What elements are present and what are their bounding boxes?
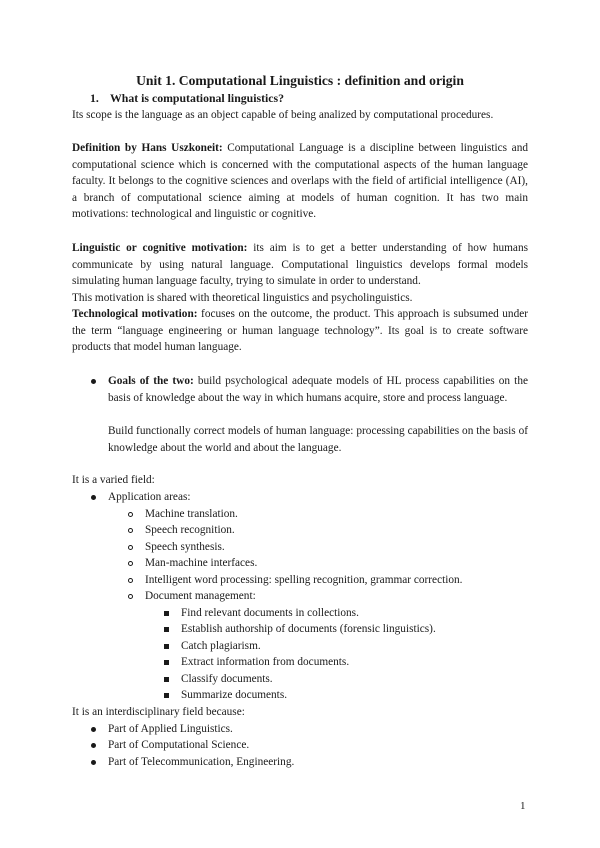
- list-item: Summarize documents.: [181, 689, 288, 701]
- list-item: Extract information from documents.: [181, 656, 350, 668]
- technological-motivation-label: Technological motivation:: [72, 308, 198, 320]
- circle-bullet-icon: [128, 572, 133, 589]
- interdisciplinary-line: It is an interdisciplinary field because:: [72, 706, 245, 718]
- square-bullet-icon: [164, 621, 169, 638]
- square-bullet-icon: [164, 605, 169, 622]
- definition-label: Definition by Hans Uszkoneit:: [72, 142, 223, 154]
- goals-paragraph-2: Build functionally correct models of human language: processing capabilities on the basis of knowledge about the world and about the language.: [108, 425, 528, 454]
- list-item: Part of Applied Linguistics.: [108, 723, 233, 735]
- list-item: Document management:: [145, 590, 256, 602]
- square-bullet-icon: [164, 671, 169, 688]
- bullet-icon: [91, 754, 96, 771]
- list-item: Catch plagiarism.: [181, 640, 261, 652]
- circle-bullet-icon: [128, 555, 133, 572]
- shared-motivation-line: This motivation is shared with theoretical linguistics and psycholinguistics.: [72, 292, 413, 304]
- list-item: Intelligent word processing: spelling recognition, grammar correction.: [145, 574, 463, 586]
- list-item: Establish authorship of documents (forensic linguistics).: [181, 623, 436, 635]
- page-title: Unit 1. Computational Linguistics : definition and origin: [136, 73, 464, 88]
- list-item: Classify documents.: [181, 673, 273, 685]
- circle-bullet-icon: [128, 539, 133, 556]
- section-heading-text: What is computational linguistics?: [110, 91, 285, 105]
- technological-motivation-paragraph: [72, 306, 528, 356]
- list-item: Machine translation.: [145, 508, 238, 520]
- bullet-icon: [91, 373, 96, 390]
- circle-bullet-icon: [128, 522, 133, 539]
- goals-label: Goals of the two:: [108, 375, 194, 387]
- page-number: 1: [520, 800, 526, 812]
- square-bullet-icon: [164, 638, 169, 655]
- bullet-icon: [91, 489, 96, 506]
- list-item: Part of Computational Science.: [108, 739, 250, 751]
- goals-text-1: build psychological adequate models of HL process capabilities on the basis of knowledge about the way in which humans acquire, store and process language.: [108, 375, 528, 404]
- scope-paragraph: Its scope is the language as an object capable of being analized by computational procedures.: [72, 109, 494, 121]
- definition-paragraph: [72, 140, 528, 223]
- list-item: Speech recognition.: [145, 524, 235, 536]
- goals-paragraph: [108, 373, 528, 406]
- list-item: Speech synthesis.: [145, 541, 225, 553]
- definition-text: Computational Language is a discipline between linguistics and computational science which is concerned with the computational aspects of the human language faculty. It belongs to the cognitive sciences and overlaps with the field of artificial intelligence (AI), a branch of computational science aiming at models of human cognition. It has two main motivations: technological and linguistic or cognitive.: [72, 142, 528, 221]
- circle-bullet-icon: [128, 588, 133, 605]
- list-item: Part of Telecommunication, Engineering.: [108, 756, 295, 768]
- bullet-icon: [91, 737, 96, 754]
- linguistic-motivation-text: its aim is to get a better understanding of how humans communicate by using natural language. Computational linguistics develops formal models simulating human language faculty, trying to simulate in order to understand.: [72, 242, 528, 288]
- square-bullet-icon: [164, 654, 169, 671]
- bullet-icon: [91, 721, 96, 738]
- circle-bullet-icon: [128, 506, 133, 523]
- linguistic-motivation-paragraph: [72, 240, 528, 290]
- list-item: Find relevant documents in collections.: [181, 607, 359, 619]
- square-bullet-icon: [164, 687, 169, 704]
- list-item: Man-machine interfaces.: [145, 557, 258, 569]
- varied-field-line: It is a varied field:: [72, 474, 155, 486]
- linguistic-motivation-label: Linguistic or cognitive motivation:: [72, 242, 248, 254]
- section-number: 1.: [90, 91, 99, 105]
- technological-motivation-text: focuses on the outcome, the product. This approach is subsumed under the term “language engineering or human language technology”. Its goal is to create software products that model human language.: [72, 308, 529, 354]
- application-areas-label: Application areas:: [108, 491, 191, 503]
